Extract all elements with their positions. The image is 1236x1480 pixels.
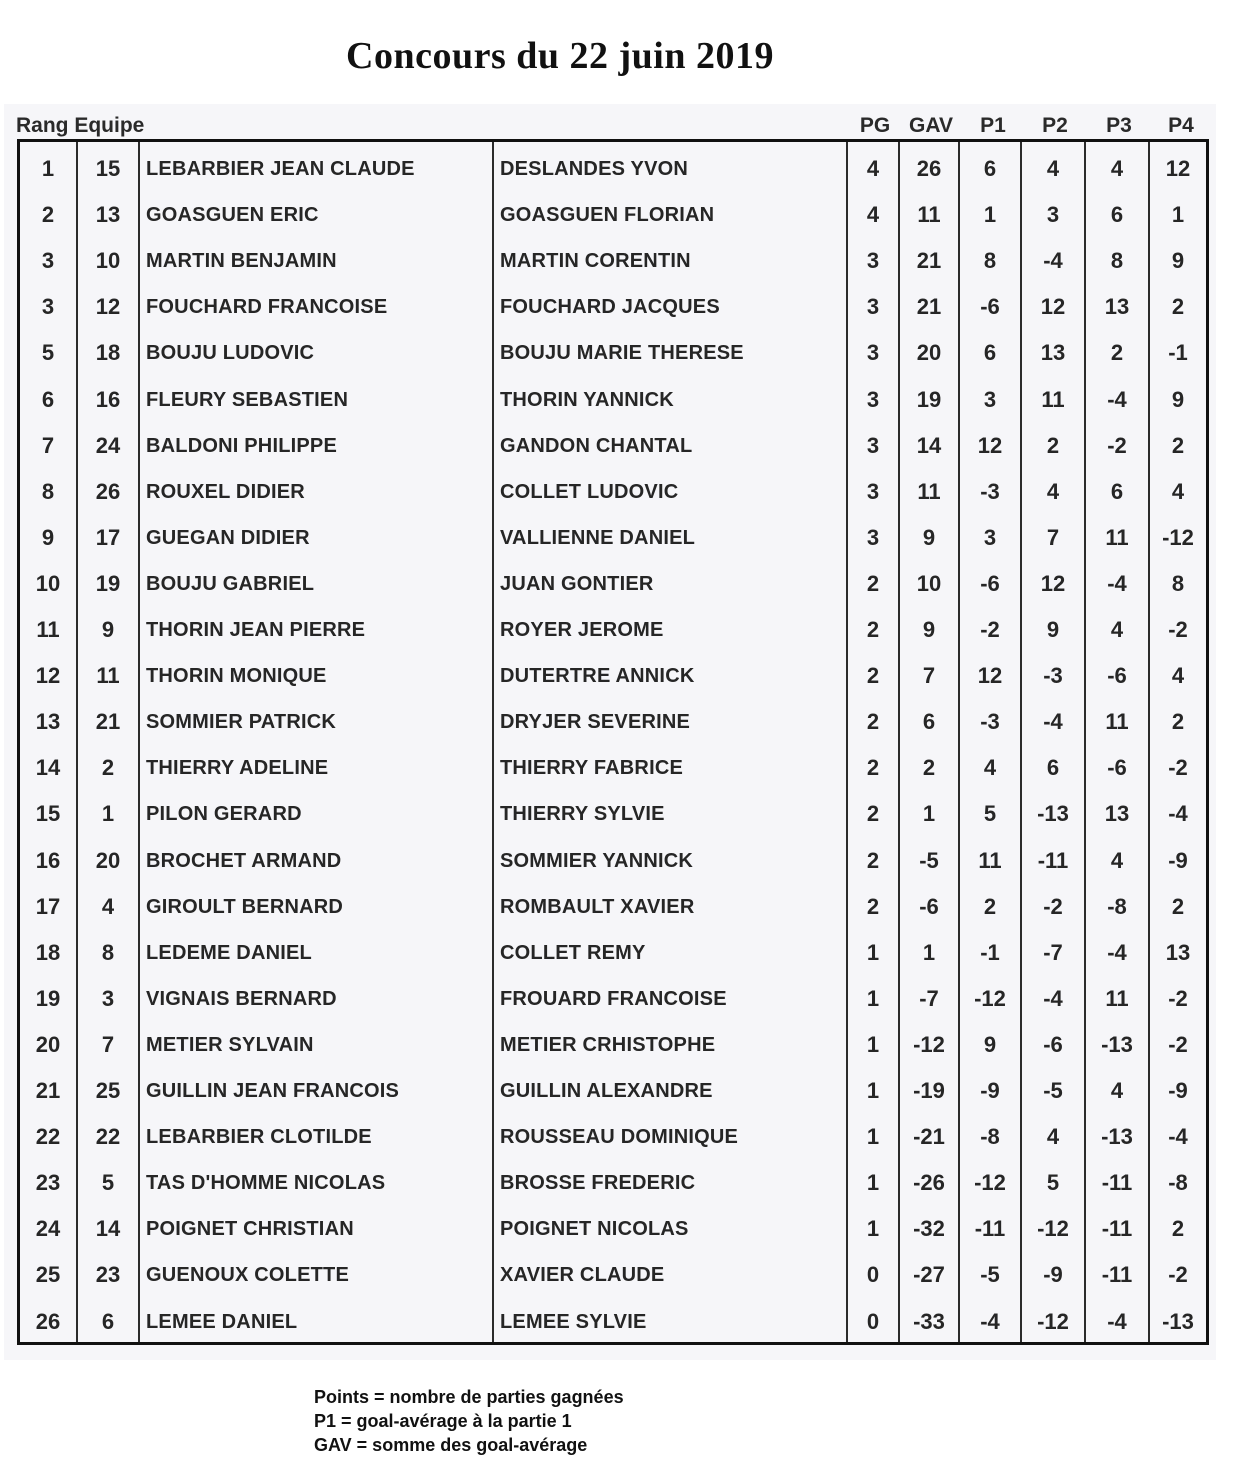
p3-cell: -4 [1107,939,1127,965]
p2-cell: 5 [1046,1170,1060,1196]
p3-cell: 4 [1110,617,1124,642]
p1-cell: 2 [983,893,997,919]
player-1-cell: METIER SYLVAIN [146,1033,314,1056]
p2-cell: -7 [1043,939,1063,965]
p2-cell: 4 [1046,156,1060,181]
p3-cell: 11 [1105,524,1129,550]
rank-cell: 17 [35,893,61,919]
p4-cell: -1 [1168,340,1188,366]
p4-cell: 2 [1171,432,1185,458]
team-number-cell: 10 [95,248,121,274]
table-row [20,284,1212,330]
team-number-cell: 20 [95,847,121,873]
rank-cell: 23 [35,1170,61,1196]
team-number-cell: 7 [101,1031,115,1057]
team-number-cell: 22 [95,1124,121,1150]
p3-cell: 4 [1110,156,1124,181]
player-2-cell: GUILLIN ALEXANDRE [500,1080,713,1102]
pg-cell: 1 [866,1124,880,1150]
table-row [20,791,1212,837]
p3-cell: -6 [1107,663,1127,689]
player-2-cell: COLLET REMY [500,941,646,964]
gav-cell: 1 [922,801,936,827]
player-1-cell: THORIN MONIQUE [146,665,327,688]
p2-cell: 9 [1046,617,1060,642]
p2-cell: 4 [1046,1124,1060,1150]
p1-cell: -3 [980,478,1000,504]
p2-cell: -13 [1037,801,1069,827]
p4-cell: 1 [1171,202,1185,228]
pg-cell: 1 [866,1170,880,1196]
p2-cell: 13 [1040,340,1066,366]
p2-cell: -5 [1043,1078,1063,1103]
p4-cell: 2 [1171,294,1185,320]
gav-cell: -5 [919,847,939,873]
p1-cell: -3 [980,709,1000,735]
p4-cell: -9 [1168,847,1188,873]
table-row [20,930,1212,976]
p3-cell: 2 [1110,340,1124,366]
p1-cell: -12 [974,1170,1006,1196]
gav-cell: 21 [916,294,942,320]
p4-cell: -12 [1162,524,1194,550]
player-1-cell: THIERRY ADELINE [146,757,329,780]
pg-cell: 1 [866,1031,880,1057]
team-number-cell: 19 [95,570,121,596]
pg-cell: 2 [866,709,880,735]
table-row [20,515,1212,561]
pg-cell: 1 [866,1078,880,1103]
p1-cell: 9 [983,1031,997,1057]
rank-cell: 13 [35,709,61,735]
team-number-cell: 6 [101,1308,115,1334]
gav-cell: 20 [916,340,942,366]
table-row [20,561,1212,607]
player-1-cell: ROUXEL DIDIER [146,480,305,503]
player-1-cell: MARTIN BENJAMIN [146,250,337,273]
p1-cell: 5 [983,801,997,827]
p1-cell: -11 [974,1216,1006,1242]
pg-cell: 3 [866,248,880,274]
team-number-cell: 14 [95,1216,121,1242]
pg-cell: 2 [866,847,880,873]
header-p4: P4 [1168,114,1194,137]
p2-cell: 7 [1046,524,1060,550]
p1-cell: 8 [983,248,997,274]
rank-cell: 18 [35,939,61,965]
p4-cell: -2 [1168,1262,1188,1288]
pg-cell: 3 [866,478,880,504]
p3-cell: 6 [1110,202,1124,228]
p2-cell: 12 [1040,294,1066,320]
header-p2: P2 [1042,114,1068,137]
rank-cell: 8 [41,478,55,504]
player-1-cell: LEMEE DANIEL [146,1310,298,1333]
gav-cell: 19 [916,386,942,412]
p2-cell: -12 [1037,1216,1069,1242]
rank-cell: 10 [35,570,61,596]
header-rang-equipe: Rang Equipe [16,114,145,137]
team-number-cell: 11 [96,663,120,689]
p4-cell: -9 [1168,1078,1188,1103]
table-row [20,1299,1212,1345]
header-p1: P1 [980,114,1006,137]
player-2-cell: THIERRY FABRICE [500,757,684,780]
table-row [20,423,1212,469]
legend-line: P1 = goal-avérage à la partie 1 [314,1411,572,1431]
rank-cell: 19 [35,985,61,1011]
rank-cell: 7 [41,432,55,458]
pg-cell: 3 [866,524,880,550]
rank-cell: 5 [41,340,55,366]
pg-cell: 2 [866,755,880,781]
player-1-cell: GUILLIN JEAN FRANCOIS [146,1080,400,1102]
team-number-cell: 1 [101,801,115,827]
gav-cell: -26 [913,1170,945,1196]
pg-cell: 1 [866,985,880,1011]
p4-cell: -8 [1168,1170,1188,1196]
p4-cell: 13 [1165,939,1191,965]
p3-cell: 13 [1104,801,1130,827]
player-2-cell: LEMEE SYLVIE [500,1310,647,1333]
p3-cell: -11 [1101,1216,1133,1242]
p1-cell: 3 [983,524,997,550]
pg-cell: 0 [866,1308,880,1334]
team-number-cell: 16 [95,386,121,412]
team-number-cell: 5 [101,1170,115,1196]
player-1-cell: GUENOUX COLETTE [146,1264,350,1287]
player-1-cell: TAS D'HOMME NICOLAS [146,1172,386,1195]
table-row [20,1252,1212,1298]
p3-cell: -13 [1101,1124,1133,1150]
p3-cell: -2 [1107,432,1127,458]
pg-cell: 1 [866,1216,880,1242]
table-row [20,653,1212,699]
player-2-cell: FOUCHARD JACQUES [500,296,720,319]
player-1-cell: LEDEME DANIEL [146,941,312,964]
gav-cell: -6 [919,893,939,919]
team-number-cell: 17 [95,524,121,550]
gav-cell: 2 [922,755,936,781]
table-row [20,330,1212,376]
p4-cell: 9 [1171,248,1185,274]
pg-cell: 2 [866,570,880,596]
table-row [20,1022,1212,1068]
player-2-cell: POIGNET NICOLAS [500,1218,689,1241]
rank-cell: 21 [35,1078,61,1103]
p2-cell: 4 [1046,478,1060,504]
table-row [20,377,1212,423]
p1-cell: 4 [983,755,997,781]
legend-line: GAV = somme des goal-avérage [314,1435,588,1455]
pg-cell: 0 [866,1262,880,1288]
player-1-cell: SOMMIER PATRICK [146,711,337,734]
p1-cell: -9 [980,1078,1000,1103]
pg-cell: 3 [866,432,880,458]
player-1-cell: THORIN JEAN PIERRE [146,619,366,641]
table-row [20,884,1212,930]
team-number-cell: 12 [95,294,121,320]
player-2-cell: SOMMIER YANNICK [500,849,694,872]
p4-cell: -13 [1162,1308,1194,1334]
rank-cell: 26 [35,1308,61,1334]
gav-cell: 14 [916,432,942,458]
player-1-cell: BOUJU GABRIEL [146,572,315,595]
p2-cell: 2 [1046,432,1060,458]
header-p3: P3 [1106,114,1132,137]
p2-cell: -3 [1043,663,1063,689]
p4-cell: -4 [1168,801,1188,827]
player-1-cell: BROCHET ARMAND [146,849,342,872]
player-2-cell: FROUARD FRANCOISE [500,987,727,1010]
gav-cell: 7 [922,663,936,689]
player-2-cell: JUAN GONTIER [500,572,654,595]
rank-cell: 6 [41,386,55,412]
gav-cell: 26 [916,156,942,181]
player-2-cell: THIERRY SYLVIE [500,803,665,826]
p3-cell: -11 [1101,1170,1133,1196]
p4-cell: 2 [1171,709,1185,735]
p3-cell: 4 [1110,1078,1124,1103]
p3-cell: 13 [1104,294,1130,320]
rank-cell: 3 [41,294,55,320]
rank-cell: 15 [35,801,61,827]
p4-cell: 4 [1171,478,1185,504]
p4-cell: 8 [1171,570,1185,596]
p4-cell: -4 [1168,1124,1188,1150]
table-row [20,745,1212,791]
p2-cell: -4 [1043,985,1063,1011]
p4-cell: 4 [1171,663,1185,689]
p1-cell: 6 [983,156,997,181]
p4-cell: 2 [1171,893,1185,919]
p1-cell: 3 [983,386,997,412]
rank-cell: 3 [41,248,55,274]
player-1-cell: FLEURY SEBASTIEN [146,388,349,411]
p1-cell: 11 [978,847,1002,873]
p1-cell: 12 [977,663,1003,689]
table-row [20,1206,1212,1252]
p4-cell: -2 [1168,985,1188,1011]
p3-cell: 11 [1105,985,1129,1011]
player-2-cell: ROMBAULT XAVIER [500,895,695,918]
p2-cell: 6 [1046,755,1060,781]
table-row [20,607,1212,653]
rank-cell: 9 [41,524,55,550]
table-row [20,1068,1212,1114]
rank-cell: 16 [35,847,61,873]
p1-cell: -1 [980,939,1000,965]
p3-cell: -4 [1107,1308,1127,1334]
gav-cell: 9 [922,524,936,550]
table-row [20,1160,1212,1206]
player-1-cell: VIGNAIS BERNARD [146,987,337,1010]
rank-cell: 12 [35,663,61,689]
p1-cell: -4 [980,1308,1000,1334]
rank-cell: 1 [41,156,55,181]
player-2-cell: ROYER JEROME [500,619,664,641]
p4-cell: 2 [1171,1216,1185,1242]
player-2-cell: METIER CRHISTOPHE [500,1033,716,1056]
p3-cell: 11 [1105,709,1129,735]
player-2-cell: GANDON CHANTAL [500,434,693,457]
p4-cell: -2 [1168,1031,1188,1057]
table-row [20,192,1212,238]
rank-cell: 14 [35,755,61,781]
team-number-cell: 8 [101,939,115,965]
results-table [17,139,1209,1345]
p3-cell: -4 [1107,570,1127,596]
player-2-cell: DESLANDES YVON [500,158,689,180]
player-1-cell: GUEGAN DIDIER [146,526,310,549]
p2-cell: -12 [1037,1308,1069,1334]
team-number-cell: 23 [95,1262,121,1288]
p3-cell: 8 [1110,248,1124,274]
p1-cell: 12 [977,432,1003,458]
page-title: Concours du 22 juin 2019 [346,35,774,77]
player-2-cell: COLLET LUDOVIC [500,480,679,503]
rank-cell: 11 [36,617,60,642]
pg-cell: 3 [866,294,880,320]
pg-cell: 3 [866,386,880,412]
p4-cell: 12 [1165,156,1191,181]
p2-cell: -9 [1043,1262,1063,1288]
gav-cell: -32 [913,1216,945,1242]
legend [314,1385,624,1457]
p2-cell: -4 [1043,709,1063,735]
player-2-cell: DUTERTRE ANNICK [500,665,695,688]
p2-cell: 3 [1046,202,1060,228]
gav-cell: -21 [913,1124,945,1150]
team-number-cell: 4 [101,893,115,919]
player-2-cell: BROSSE FREDERIC [500,1172,696,1195]
pg-cell: 2 [866,663,880,689]
p3-cell: 4 [1110,847,1124,873]
p3-cell: -13 [1101,1031,1133,1057]
gav-cell: 11 [917,478,941,504]
gav-cell: 11 [917,202,941,228]
player-2-cell: GOASGUEN FLORIAN [500,204,715,227]
player-1-cell: LEBARBIER JEAN CLAUDE [146,158,415,180]
team-number-cell: 3 [101,985,115,1011]
pg-cell: 4 [866,156,880,181]
gav-cell: -12 [913,1031,945,1057]
rank-cell: 25 [35,1262,61,1288]
player-2-cell: THORIN YANNICK [500,388,674,411]
p3-cell: -8 [1107,893,1127,919]
p2-cell: -11 [1037,847,1069,873]
table-row [20,146,1212,192]
table-row [20,1114,1212,1160]
p2-cell: -4 [1043,248,1063,274]
player-1-cell: GIROULT BERNARD [146,895,344,918]
gav-cell: 9 [922,617,936,642]
p3-cell: -11 [1101,1262,1133,1288]
team-number-cell: 15 [95,156,121,181]
player-1-cell: PILON GERARD [146,803,302,826]
header-gav: GAV [909,114,953,137]
player-2-cell: DRYJER SEVERINE [500,711,691,734]
rank-cell: 22 [35,1124,61,1150]
gav-cell: 1 [922,939,936,965]
pg-cell: 2 [866,893,880,919]
pg-cell: 2 [866,617,880,642]
team-number-cell: 9 [101,617,115,642]
table-row [20,469,1212,515]
table-row [20,699,1212,745]
p1-cell: -2 [980,617,1000,642]
p1-cell: -6 [980,294,1000,320]
player-1-cell: BOUJU LUDOVIC [146,342,315,365]
table-row [20,976,1212,1022]
gav-cell: -7 [919,985,939,1011]
player-1-cell: POIGNET CHRISTIAN [146,1218,354,1241]
team-number-cell: 25 [95,1078,121,1103]
p2-cell: 11 [1041,386,1065,412]
gav-cell: 6 [922,709,936,735]
p3-cell: -6 [1107,755,1127,781]
pg-cell: 4 [866,202,880,228]
p2-cell: -2 [1043,893,1063,919]
player-2-cell: VALLIENNE DANIEL [500,526,696,549]
p1-cell: -8 [980,1124,1000,1150]
gav-cell: -33 [913,1308,945,1334]
p2-cell: 12 [1040,570,1066,596]
p1-cell: 1 [983,202,997,228]
p4-cell: -2 [1168,617,1188,642]
rank-cell: 24 [35,1216,61,1242]
player-2-cell: BOUJU MARIE THERESE [500,342,744,365]
pg-cell: 1 [866,939,880,965]
gav-cell: -27 [913,1262,945,1288]
player-2-cell: XAVIER CLAUDE [500,1264,665,1287]
p3-cell: -4 [1107,386,1127,412]
table-row [20,838,1212,884]
p1-cell: -6 [980,570,1000,596]
p1-cell: -12 [974,985,1006,1011]
table-row [20,238,1212,284]
player-2-cell: ROUSSEAU DOMINIQUE [500,1126,739,1149]
team-number-cell: 21 [95,709,121,735]
team-number-cell: 26 [95,478,121,504]
rank-cell: 20 [35,1031,61,1057]
team-number-cell: 18 [95,340,121,366]
team-number-cell: 2 [101,755,115,781]
pg-cell: 2 [866,801,880,827]
player-1-cell: LEBARBIER CLOTILDE [146,1126,372,1149]
team-number-cell: 13 [95,202,121,228]
p1-cell: -5 [980,1262,1000,1288]
rank-cell: 2 [41,202,55,228]
team-number-cell: 24 [95,432,121,458]
p3-cell: 6 [1110,478,1124,504]
player-2-cell: MARTIN CORENTIN [500,250,691,273]
p2-cell: -6 [1043,1031,1063,1057]
header-pg: PG [859,114,891,137]
legend-line: Points = nombre de parties gagnées [314,1387,624,1407]
gav-cell: 21 [916,248,942,274]
player-1-cell: FOUCHARD FRANCOISE [146,296,388,319]
gav-cell: 10 [916,570,942,596]
p4-cell: 9 [1171,386,1185,412]
player-1-cell: BALDONI PHILIPPE [146,434,337,457]
p1-cell: 6 [983,340,997,366]
player-1-cell: GOASGUEN ERIC [146,204,319,227]
gav-cell: -19 [913,1078,945,1103]
pg-cell: 3 [866,340,880,366]
p4-cell: -2 [1168,755,1188,781]
